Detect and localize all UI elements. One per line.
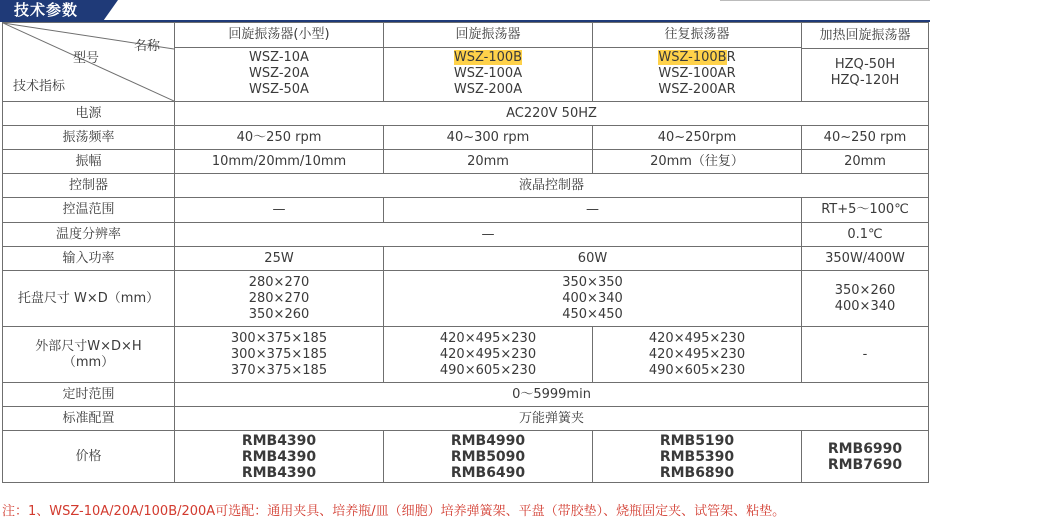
cell-line: 420×495×230 [439, 330, 537, 346]
cell: — [175, 198, 384, 223]
table-row [3, 223, 929, 247]
model-highlight: WSZ-100B [658, 49, 727, 65]
cell-line: 280×270 [248, 290, 310, 306]
cell: 25W [175, 247, 384, 271]
cell-line: 490×605×230 [648, 362, 746, 378]
column-name: 往复振荡器 [664, 26, 730, 42]
cell: - [802, 327, 929, 383]
row-label: 温度分辨率 [3, 223, 175, 247]
price-line: RMB4390 [241, 448, 317, 465]
price-cell [384, 431, 593, 483]
footnote: 注：1、WSZ-10A/20A/100B/200A可选配：通用夹具、培养瓶/皿（细胞）培养弹簧架、平盘（带胶垫）、烧瓶固定夹、试管架、粘垫。 [2, 504, 786, 519]
corner-name: 名称 [133, 39, 160, 54]
cell [175, 327, 384, 383]
cell-line: 350×260 [834, 282, 896, 298]
cell-line: 420×495×230 [439, 346, 537, 362]
row-label: 电源 [3, 102, 175, 126]
row-label-line: 外部尺寸W×D×H [35, 338, 142, 354]
cell: — [175, 223, 802, 247]
model: WSZ-200AR [658, 81, 736, 97]
cell: 40~250 rpm [802, 126, 929, 150]
corner-model: 型号 [73, 51, 100, 66]
column-name: 回旋振荡器(小型) [228, 26, 330, 42]
table-row [3, 431, 929, 483]
price-line: RMB4990 [450, 432, 526, 449]
cell: 0～5999min [175, 383, 929, 407]
section-title: 技术参数 [14, 1, 79, 19]
column-head-2 [384, 23, 593, 102]
price-line: RMB5190 [659, 432, 735, 449]
cell-line: 350×260 [248, 306, 310, 322]
cell: 20mm（往复） [593, 150, 802, 174]
model: WSZ-10A [249, 49, 309, 65]
row-label: 标准配置 [3, 407, 175, 431]
corner-spec: 技术指标 [13, 79, 66, 94]
cell-line: 450×450 [562, 306, 623, 322]
cell-line: 300×375×185 [230, 330, 328, 346]
table-row [3, 126, 929, 150]
row-label: 控温范围 [3, 198, 175, 223]
price-line: RMB4390 [241, 432, 317, 449]
cell: AC220V 50HZ [175, 102, 929, 126]
table-row [3, 102, 929, 126]
model: HZQ-50H [834, 57, 896, 72]
cell: 40~300 rpm [384, 126, 593, 150]
model-highlight: WSZ-100B [453, 49, 523, 65]
corner-cell [3, 23, 175, 102]
column-head-1 [175, 23, 384, 102]
cell-line: 400×340 [834, 298, 896, 314]
model: HZQ-120H [830, 73, 900, 88]
table-row [3, 174, 929, 198]
model: WSZ-50A [249, 81, 309, 97]
table-row [3, 150, 929, 174]
cell: 万能弹簧夹 [175, 407, 929, 431]
row-label: 输入功率 [3, 247, 175, 271]
table-row [3, 247, 929, 271]
cell [384, 271, 802, 327]
cell: — [384, 198, 802, 223]
model-suffix: R [726, 49, 736, 65]
row-label: 价格 [3, 431, 175, 483]
cell: 40～250 rpm [175, 126, 384, 150]
cell: 40~250rpm [593, 126, 802, 150]
cell-line: 370×375×185 [230, 362, 328, 378]
cell: RT+5～100℃ [802, 198, 929, 223]
row-label: 定时范围 [3, 383, 175, 407]
cell [802, 271, 929, 327]
row-label: 控制器 [3, 174, 175, 198]
row-label: 振幅 [3, 150, 175, 174]
price-line: RMB7690 [827, 456, 903, 473]
cell-line: 280×270 [248, 274, 310, 290]
cell-line: 400×340 [562, 290, 623, 306]
cell: 20mm [802, 150, 929, 174]
price-line: RMB6990 [827, 440, 903, 457]
table-row [3, 383, 929, 407]
cell [384, 327, 593, 383]
row-label: 振荡频率 [3, 126, 175, 150]
price-cell [175, 431, 384, 483]
cell [175, 271, 384, 327]
cell: 60W [384, 247, 802, 271]
price-line: RMB5390 [659, 448, 735, 465]
cell [593, 327, 802, 383]
price-line: RMB6490 [450, 464, 526, 481]
cell-line: 420×495×230 [648, 346, 746, 362]
model: WSZ-20A [249, 65, 309, 81]
price-line: RMB5090 [450, 448, 526, 465]
table-row [3, 327, 929, 383]
table-row [3, 407, 929, 431]
row-label: 托盘尺寸 W×D（mm） [3, 271, 175, 327]
cell-line: 420×495×230 [648, 330, 746, 346]
cell-line: 490×605×230 [439, 362, 537, 378]
price-cell [802, 431, 929, 483]
column-head-4 [802, 23, 929, 102]
row-label-line: （mm） [62, 354, 115, 370]
section-header [0, 0, 930, 22]
column-head-3 [593, 23, 802, 102]
table-row [3, 271, 929, 327]
price-cell [593, 431, 802, 483]
cell: 0.1℃ [802, 223, 929, 247]
cell: 350W/400W [802, 247, 929, 271]
price-line: RMB4390 [241, 464, 317, 481]
table-row [3, 198, 929, 223]
cell-line: 350×350 [562, 274, 623, 290]
cell: 10mm/20mm/10mm [175, 150, 384, 174]
cell: 20mm [384, 150, 593, 174]
price-line: RMB6890 [659, 464, 735, 481]
cell-line: 300×375×185 [230, 346, 328, 362]
model: WSZ-100A [453, 65, 523, 81]
column-name: 加热回旋振荡器 [819, 28, 911, 43]
column-name: 回旋振荡器 [455, 26, 521, 42]
spec-table [2, 22, 929, 483]
row-label [3, 327, 175, 383]
table-row [3, 23, 929, 102]
cell: 液晶控制器 [175, 174, 929, 198]
model: WSZ-100AR [658, 65, 736, 81]
model: WSZ-200A [453, 81, 523, 97]
top-rule [720, 0, 930, 1]
